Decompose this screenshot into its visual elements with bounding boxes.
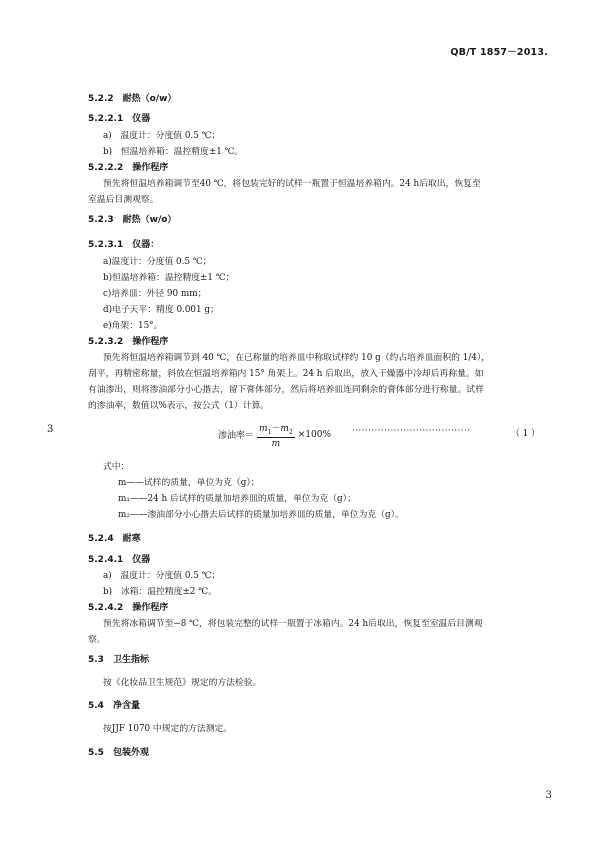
section-5-4-heading: 5.4 净含量 — [88, 701, 140, 711]
formula-numerator: $m_1-m_2$ — [257, 421, 295, 438]
section-5-2-2-heading: 5.2.2 耐热（o/w） — [88, 94, 177, 104]
section-5-3-heading: 5.3 卫生指标 — [88, 655, 149, 665]
paragraph-line: 的渗油率，数值以%表示，按公式（1）计算。 — [88, 401, 270, 411]
section-5-2-3-1-heading: 5.2.3.1 仪器： — [88, 240, 160, 250]
section-5-2-3-heading: 5.2.3 耐热（w/o） — [88, 215, 177, 225]
list-item: d)电子天平：精度 0.001 g； — [103, 305, 219, 315]
list-item: b)恒温培养箱：温控精度±1 ℃； — [103, 273, 235, 283]
list-item: a)温度计：分度值 0.5 ℃； — [103, 257, 212, 267]
paragraph-line: 按JJF 1070 中规定的方法测定。 — [103, 724, 233, 734]
page-number: 3 — [545, 790, 552, 801]
paragraph-line: 察。 — [88, 635, 106, 645]
section-5-2-3-2-heading: 5.2.3.2 操作程序 — [88, 337, 169, 347]
list-item: e)角架：15°。 — [103, 321, 163, 331]
formula-number: （ 1 ） — [511, 429, 540, 439]
standard-code: QB/T 1857－2013. — [450, 47, 548, 58]
paragraph-line: 预先将恒温培养箱调节至40 ℃，将包装完好的试样一瓶置于恒温培养箱内。24 h后取出，恢复至 — [103, 179, 481, 189]
paragraph-line: 按《化妆品卫生规范》规定的方法检验。 — [103, 678, 262, 688]
formula-leader-dots: ····································· — [352, 426, 471, 436]
variable-definition: m₂——渗油部分小心揩去后试样的质量加培养皿的质量，单位为克（g）。 — [118, 510, 404, 520]
section-5-2-2-2-heading: 5.2.2.2 操作程序 — [88, 163, 169, 173]
list-item: b) 冰箱：温控精度±2 ℃。 — [103, 587, 217, 597]
paragraph-line: 室温后目测观察。 — [88, 195, 159, 205]
list-item: c)培养皿：外径 90 mm； — [103, 289, 207, 299]
formula-denominator: m — [271, 438, 281, 449]
paragraph-line: 预先将冰箱调节至−8 ℃，将包装完整的试样一瓶置于冰箱内。24 h后取出，恢复至室温后目测观 — [103, 619, 483, 629]
section-5-5-heading: 5.5 包装外观 — [88, 748, 149, 758]
section-5-2-4-heading: 5.2.4 耐寒 — [88, 534, 141, 544]
paragraph-line: 预先将恒温培养箱调节到 40 ℃，在已称量的培养皿中称取试样约 10 g（约占培养皿面积的 1/4）， — [103, 353, 491, 363]
list-item: b) 恒温培养箱：温控精度±1 ℃。 — [103, 147, 244, 157]
where-label: 式中： — [103, 462, 130, 472]
paragraph-line: 有油渗出，则将渗油部分小心揩去，留下膏体部分，然后将培养皿连同剩余的膏体部分进行称量。试样 — [88, 385, 484, 395]
section-5-2-2-1-heading: 5.2.2.1 仪器 — [88, 114, 151, 124]
formula-rhs: ×100% — [297, 429, 332, 440]
variable-definition: m——试样的质量，单位为克（g）； — [118, 478, 260, 488]
margin-page-number: 3 — [47, 424, 54, 435]
section-5-2-4-1-heading: 5.2.4.1 仪器 — [88, 555, 151, 565]
list-item: a) 温度计：分度值 0.5 ℃； — [103, 131, 221, 141]
variable-definition: m₁——24 h 后试样的质量加培养皿的质量，单位为克（g）； — [118, 494, 356, 504]
oil-seepage-formula — [218, 421, 331, 449]
paragraph-line: 刮平，再精密称量，斜放在恒温培养箱内 15° 角架上。24 h 后取出，放入干燥器中冷却后再称量。如 — [88, 369, 484, 379]
section-5-2-4-2-heading: 5.2.4.2 操作程序 — [88, 603, 169, 613]
formula-lhs: 渗油率＝ — [218, 431, 255, 442]
formula-fraction — [257, 421, 295, 449]
list-item: a) 温度计：分度值 0.5 ℃； — [103, 571, 221, 581]
